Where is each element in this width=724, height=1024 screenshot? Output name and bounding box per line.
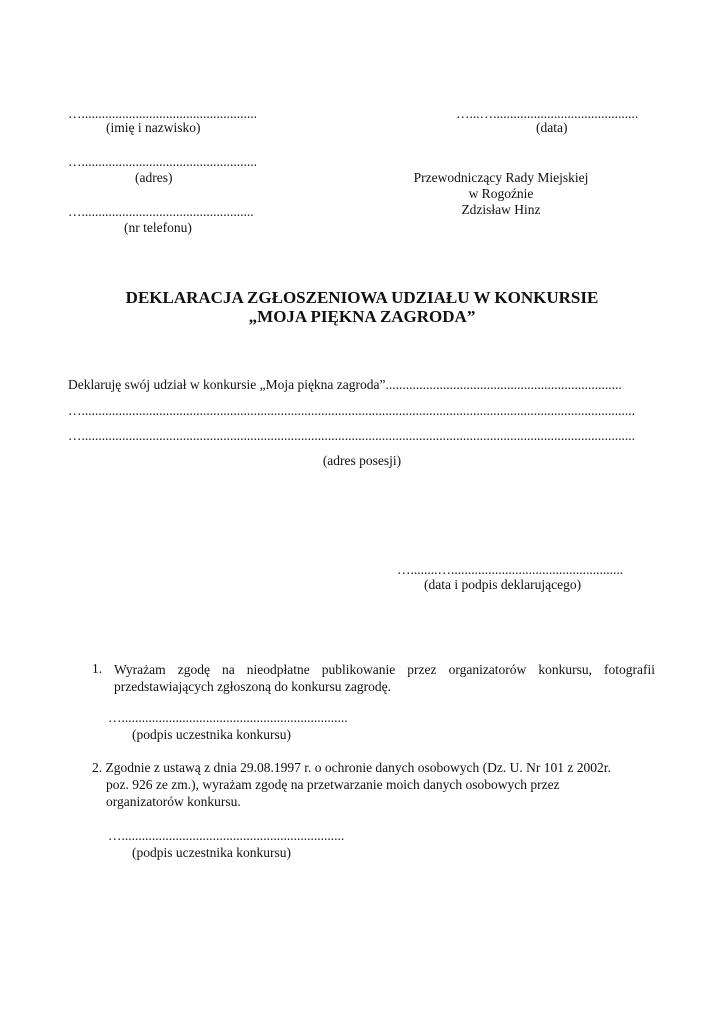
contest-name: „MOJA PIĘKNA ZAGRODA” [248,307,476,326]
recipient-city: w Rogoźnie [468,186,534,201]
address-dotted-line: ….................................................... [68,154,257,169]
consent-2-signature-label: (podpis uczestnika konkursu) [132,845,291,860]
declarant-signature-dotted-line: …........…................................................... [397,562,624,577]
date-label: (data) [536,120,568,135]
document-title: DEKLARACJA ZGŁOSZENIOWA UDZIAŁU W KONKURSIE [125,288,599,307]
date-dotted-line: …...…........................................... [456,106,639,121]
declaration-dotted-line: ….................................................................................................................................................................... [68,403,635,418]
declarant-signature-label: (data i podpis deklarującego) [424,577,582,592]
consent-2-text-line: organizatorów konkursu. [106,794,241,809]
consent-2-text-line: poz. 926 ze zm.), wyrażam zgodę na przetwarzanie moich danych osobowych przez [106,777,560,792]
consent-2-text-line: 2. Zgodnie z ustawą z dnia 29.08.1997 r. o ochronie danych osobowych (Dz. U. Nr 101 z 2002r. [92,760,611,775]
recipient-title: Przewodniczący Rady Miejskiej [413,170,589,185]
consent-1-number: 1. [92,661,103,676]
phone-dotted-line: …................................................... [68,204,254,219]
consent-2-signature-dotted-line: ….................................................................. [108,828,345,843]
property-address-label: (adres posesji) [322,453,402,468]
declaration-line: Deklaruję swój udział w konkursie „Moja piękna zagroda”...................................................................... [68,377,622,392]
address-label: (adres) [135,170,173,185]
phone-label: (nr telefonu) [124,220,192,235]
name-dotted-line: ….................................................... [68,106,257,121]
consent-1-text: Wyrażam zgodę na nieodpłatne publikowanie przez organizatorów konkursu, fotografii przedstawiających zgłoszoną do konkursu zagrodę. [114,662,655,694]
consent-1-signature-dotted-line: …................................................................... [108,710,348,725]
declaration-dotted-line: ….................................................................................................................................................................... [68,428,635,443]
consent-1-signature-label: (podpis uczestnika konkursu) [132,727,291,742]
name-label: (imię i nazwisko) [106,120,201,135]
recipient-name: Zdzisław Hinz [461,202,541,217]
